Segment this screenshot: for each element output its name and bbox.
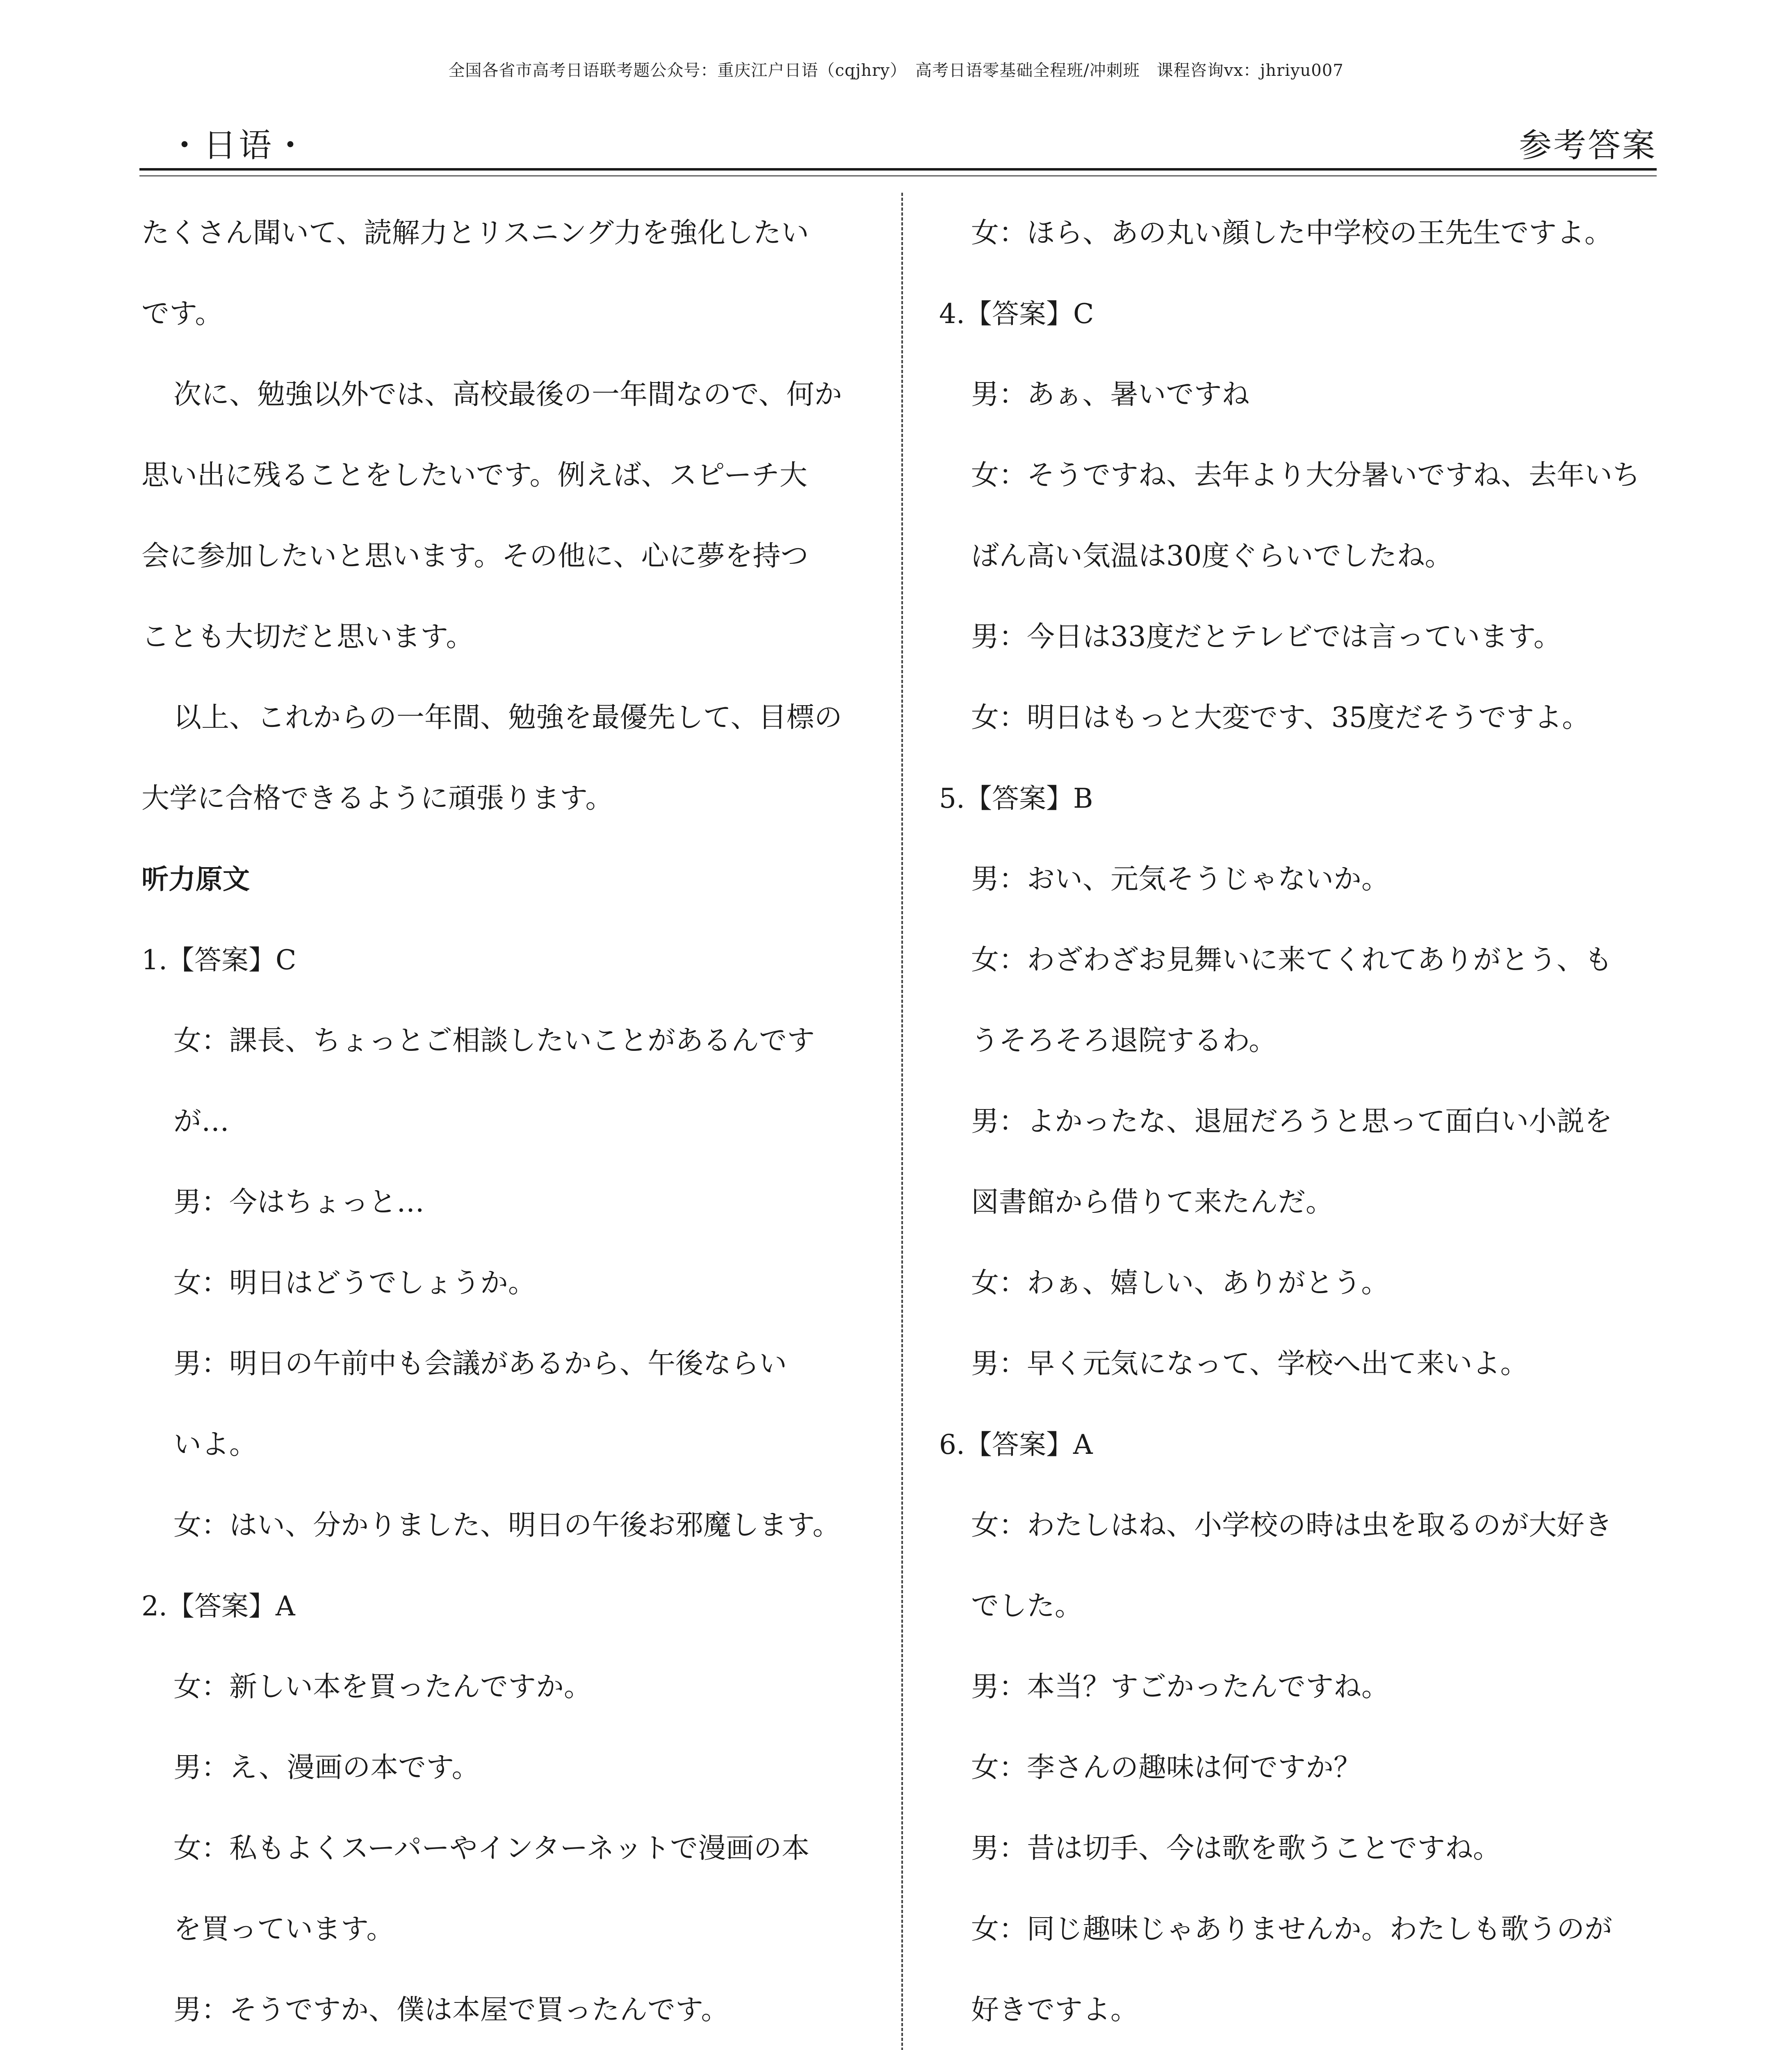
question-5-answer: 5.【答案】B	[939, 783, 1093, 814]
dialogue-line: 女：わたしはね、小学校の時は虫を取るのが大好き	[971, 1509, 1613, 1542]
dialogue-line: 図書館から借りて来たんだ。	[971, 1186, 1334, 1219]
essay-line: です。	[141, 298, 223, 330]
question-6-answer: 6.【答案】A	[939, 1429, 1093, 1460]
essay-line: 大学に合格できるように頑張ります。	[141, 782, 613, 815]
essay-line: 会に参加したいと思います。その他に、心に夢を持つ	[141, 540, 809, 572]
dialogue-line: を買っています。	[173, 1913, 394, 1945]
dialogue-line: 男：今日は33度だとテレビでは言っています。	[971, 621, 1562, 653]
dialogue-line: 女：私もよくスーパーやインターネットで漫画の本	[173, 1832, 810, 1865]
dialogue-line: 男：明日の午前中も会議があるから、午後ならい	[173, 1348, 787, 1380]
dialogue-line: 女：そうですね、去年より大分暑いですね、去年いち	[971, 459, 1641, 492]
dialogue-line: うそろそろ退院するわ。	[971, 1025, 1277, 1057]
dialogue-line: 女：わざわざお見舞いに来てくれてありがとう、も	[971, 944, 1613, 976]
header-rule-thin	[139, 175, 1657, 176]
dialogue-line: 男：よかったな、退屈だろうと思って面白い小説を	[971, 1105, 1613, 1138]
listening-section-title: 听力原文	[141, 863, 250, 895]
dialogue-line: 男：あぁ、暑いですね	[971, 378, 1250, 411]
question-1-answer: 1.【答案】C	[141, 944, 296, 976]
dialogue-line: 女：李さんの趣味は何ですか？	[971, 1752, 1362, 1784]
dialogue-line: 男：早く元気になって、学校へ出て来いよ。	[971, 1348, 1528, 1380]
essay-line: 以上、これからの一年間、勉強を最優先して、目標の	[173, 702, 842, 734]
dialogue-line: 男：え、漫画の本です。	[173, 1752, 480, 1784]
section-heading: 参考答案	[1519, 126, 1657, 164]
dialogue-line: 女：新しい本を買ったんですか。	[173, 1671, 592, 1703]
dialogue-line: が…	[173, 1105, 230, 1138]
essay-line: ことも大切だと思います。	[141, 621, 474, 653]
header-rule-thick	[139, 168, 1657, 171]
subject-heading: ・日语・	[168, 126, 309, 164]
dialogue-line: 男：昔は切手、今は歌を歌うことですね。	[971, 1832, 1501, 1865]
question-4-answer: 4.【答案】C	[939, 298, 1094, 330]
right-column	[939, 193, 1689, 2050]
dialogue-line: 好きですよ。	[971, 1994, 1139, 2026]
dialogue-line: 女：課長、ちょっとご相談したいことがあるんです	[173, 1025, 815, 1057]
essay-line: 思い出に残ることをしたいです。例えば、スピーチ大	[141, 459, 807, 492]
dialogue-line: 女：わぁ、嬉しい、ありがとう。	[971, 1267, 1389, 1299]
dialogue-line: 女：はい、分かりました、明日の午後お邪魔します。	[173, 1509, 841, 1542]
dialogue-line: 男：本当？すごかったんですね。	[971, 1671, 1390, 1703]
dialogue-line: 男：今はちょっと…	[173, 1186, 425, 1219]
dialogue-line: でした。	[971, 1590, 1083, 1622]
left-column	[141, 193, 892, 2050]
question-2-answer: 2.【答案】A	[141, 1590, 295, 1622]
essay-line: たくさん聞いて、読解力とリスニング力を強化したい	[141, 217, 809, 249]
essay-line: 次に、勉強以外では、高校最後の一年間なので、何か	[173, 378, 842, 411]
dialogue-line: 女：ほら、あの丸い顔した中学校の王先生ですよ。	[971, 217, 1613, 249]
dialogue-line: いよ。	[173, 1428, 258, 1461]
dialogue-line: 女：同じ趣味じゃありませんか。わたしも歌うのが	[971, 1913, 1613, 1945]
top-banner: 全国各省市高考日语联考题公众号：重庆江户日语（cqjhry） 高考日语零基础全程班/冲刺班 课程咨询vx：jhriyu007	[448, 61, 1344, 80]
column-divider	[901, 193, 903, 2050]
dialogue-line: 女：明日はもっと大変です、35度だそうですよ。	[971, 702, 1590, 734]
dialogue-line: 男：おい、元気そうじゃないか。	[971, 863, 1390, 895]
dialogue-line: 男：そうですか、僕は本屋で買ったんです。	[173, 1994, 729, 2026]
dialogue-line: 女：明日はどうでしょうか。	[173, 1267, 536, 1299]
dialogue-line: ばん高い気温は30度ぐらいでしたね。	[971, 540, 1453, 572]
